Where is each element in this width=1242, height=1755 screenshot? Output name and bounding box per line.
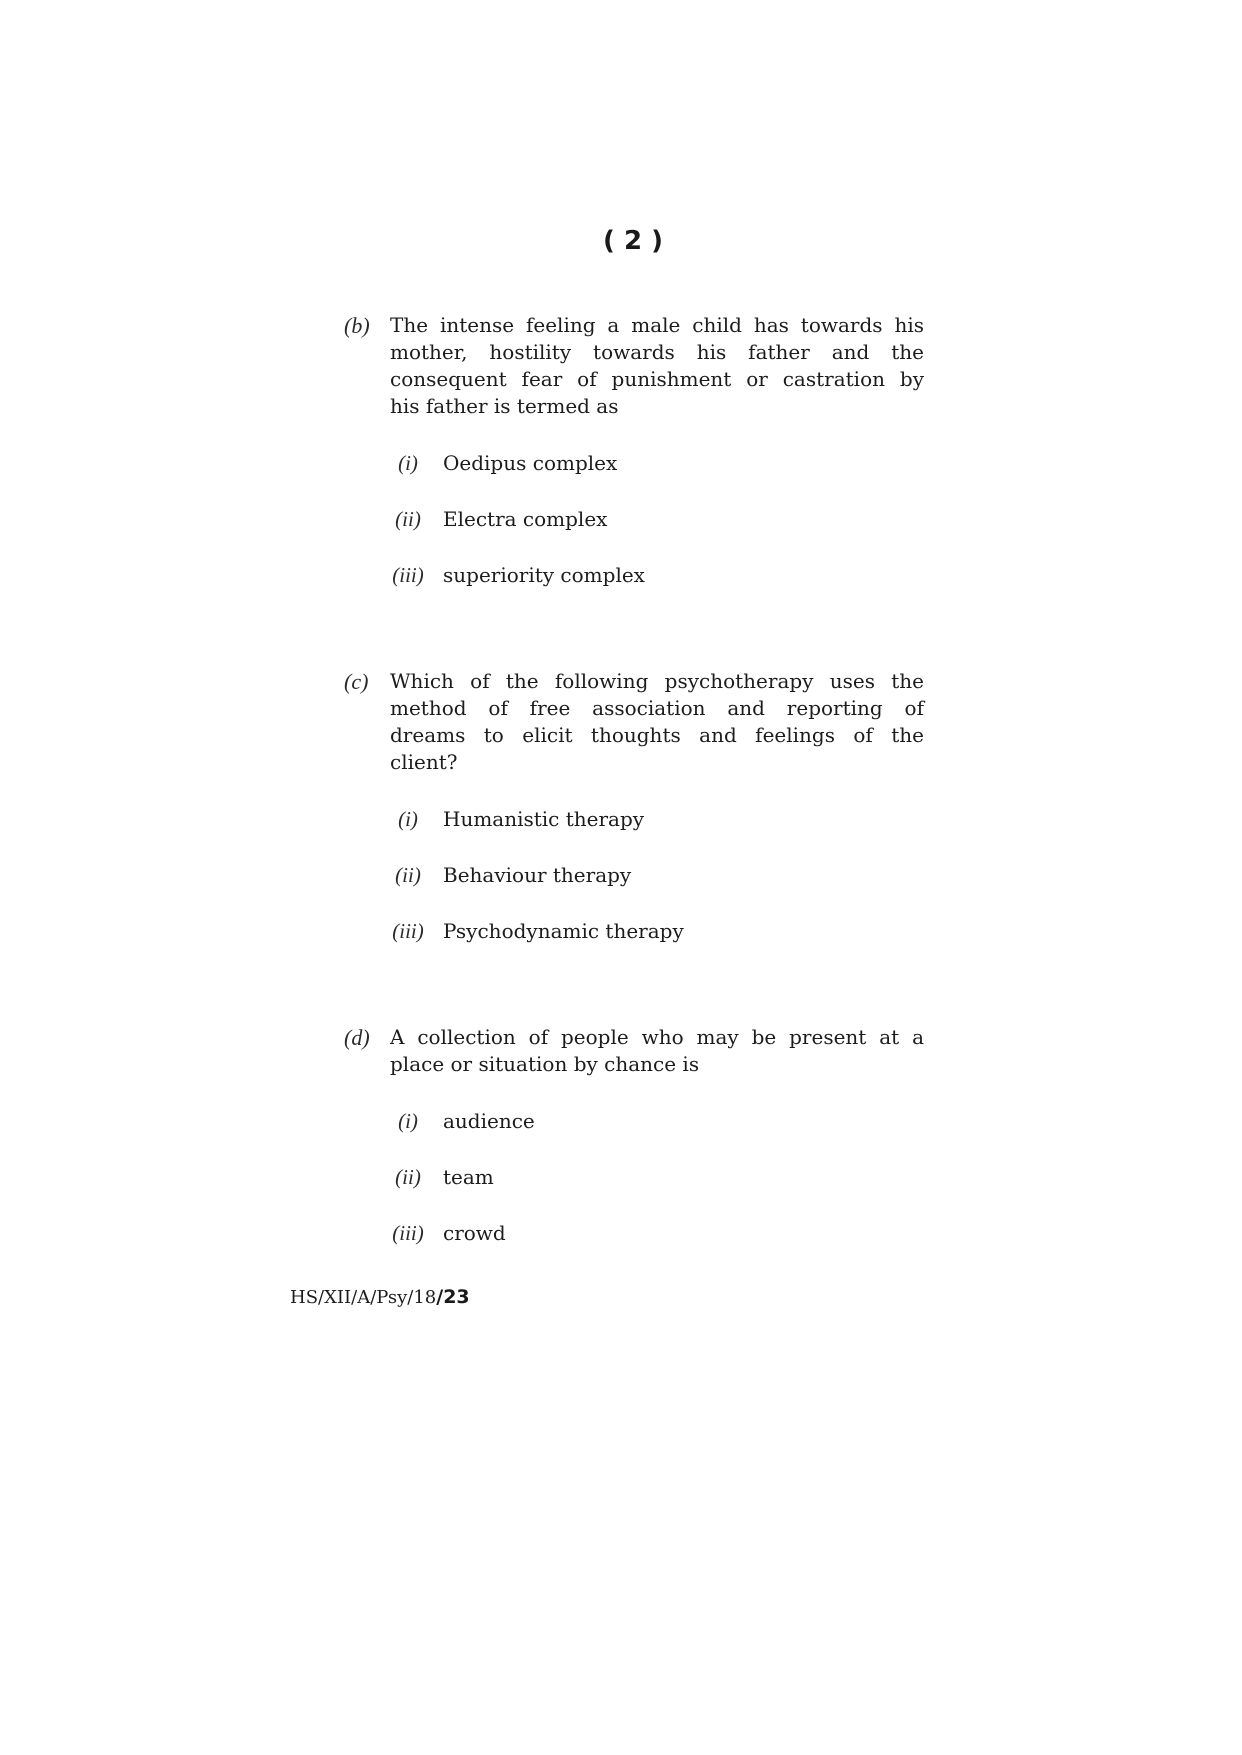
option-item bbox=[390, 791, 924, 847]
question-body bbox=[390, 668, 924, 1024]
option-text: Oedipus complex bbox=[443, 451, 618, 475]
option-label: (ii) bbox=[395, 506, 421, 531]
option-item bbox=[390, 491, 924, 547]
option-item bbox=[390, 547, 924, 603]
option-item bbox=[390, 1149, 924, 1205]
option-item bbox=[390, 903, 924, 959]
question-d bbox=[344, 1024, 924, 1380]
question-stem-line: place or situation by chance is bbox=[390, 1052, 700, 1076]
question-stem-line: The intense feeling a male child has towards his bbox=[390, 313, 924, 337]
page-number: ( 2 ) bbox=[603, 226, 663, 256]
question-stem-line: method of free association and reporting of bbox=[390, 696, 924, 720]
option-list bbox=[390, 1093, 924, 1261]
question-label: (c) bbox=[344, 669, 369, 694]
footer-code-text: HS/XII/A/Psy/18 bbox=[290, 1287, 437, 1308]
footer-code-suffix: /23 bbox=[436, 1286, 470, 1308]
option-text: crowd bbox=[443, 1221, 506, 1245]
option-label: (i) bbox=[398, 450, 418, 475]
question-stem-line: client? bbox=[390, 750, 458, 774]
option-label: (i) bbox=[398, 1108, 418, 1133]
question-stem-line: dreams to elicit thoughts and feelings of the bbox=[390, 723, 924, 747]
option-label: (iii) bbox=[392, 1220, 424, 1245]
question-stem-line: Which of the following psychotherapy uses the bbox=[390, 669, 924, 693]
question-stem-line: his father is termed as bbox=[390, 394, 619, 418]
option-item bbox=[390, 1093, 924, 1149]
question-stem bbox=[390, 312, 924, 420]
option-text: team bbox=[443, 1165, 494, 1189]
question-body bbox=[390, 312, 924, 668]
question-stem-line: mother, hostility towards his father and the bbox=[390, 340, 924, 364]
option-text: Behaviour therapy bbox=[443, 863, 632, 887]
option-text: Humanistic therapy bbox=[443, 807, 645, 831]
option-text: Psychodynamic therapy bbox=[443, 919, 684, 943]
option-label: (iii) bbox=[392, 562, 424, 587]
option-label: (i) bbox=[398, 806, 418, 831]
option-label: (ii) bbox=[395, 1164, 421, 1189]
question-label: (d) bbox=[344, 1025, 370, 1050]
question-c bbox=[344, 668, 924, 1024]
question-stem bbox=[390, 1024, 924, 1078]
questions-list bbox=[344, 312, 924, 1380]
option-list bbox=[390, 435, 924, 603]
question-stem bbox=[390, 668, 924, 776]
option-text: superiority complex bbox=[443, 563, 645, 587]
option-text: Electra complex bbox=[443, 507, 608, 531]
question-body bbox=[390, 1024, 924, 1380]
question-label: (b) bbox=[344, 313, 370, 338]
option-item bbox=[390, 847, 924, 903]
option-list bbox=[390, 791, 924, 959]
question-stem-line: A collection of people who may be present at a bbox=[390, 1025, 924, 1049]
option-item bbox=[390, 435, 924, 491]
question-stem-line: consequent fear of punishment or castration by bbox=[390, 367, 924, 391]
option-item bbox=[390, 1205, 924, 1261]
question-b bbox=[344, 312, 924, 668]
option-label: (ii) bbox=[395, 862, 421, 887]
footer-paper-code bbox=[290, 1284, 470, 1312]
option-label: (iii) bbox=[392, 918, 424, 943]
option-text: audience bbox=[443, 1109, 535, 1133]
